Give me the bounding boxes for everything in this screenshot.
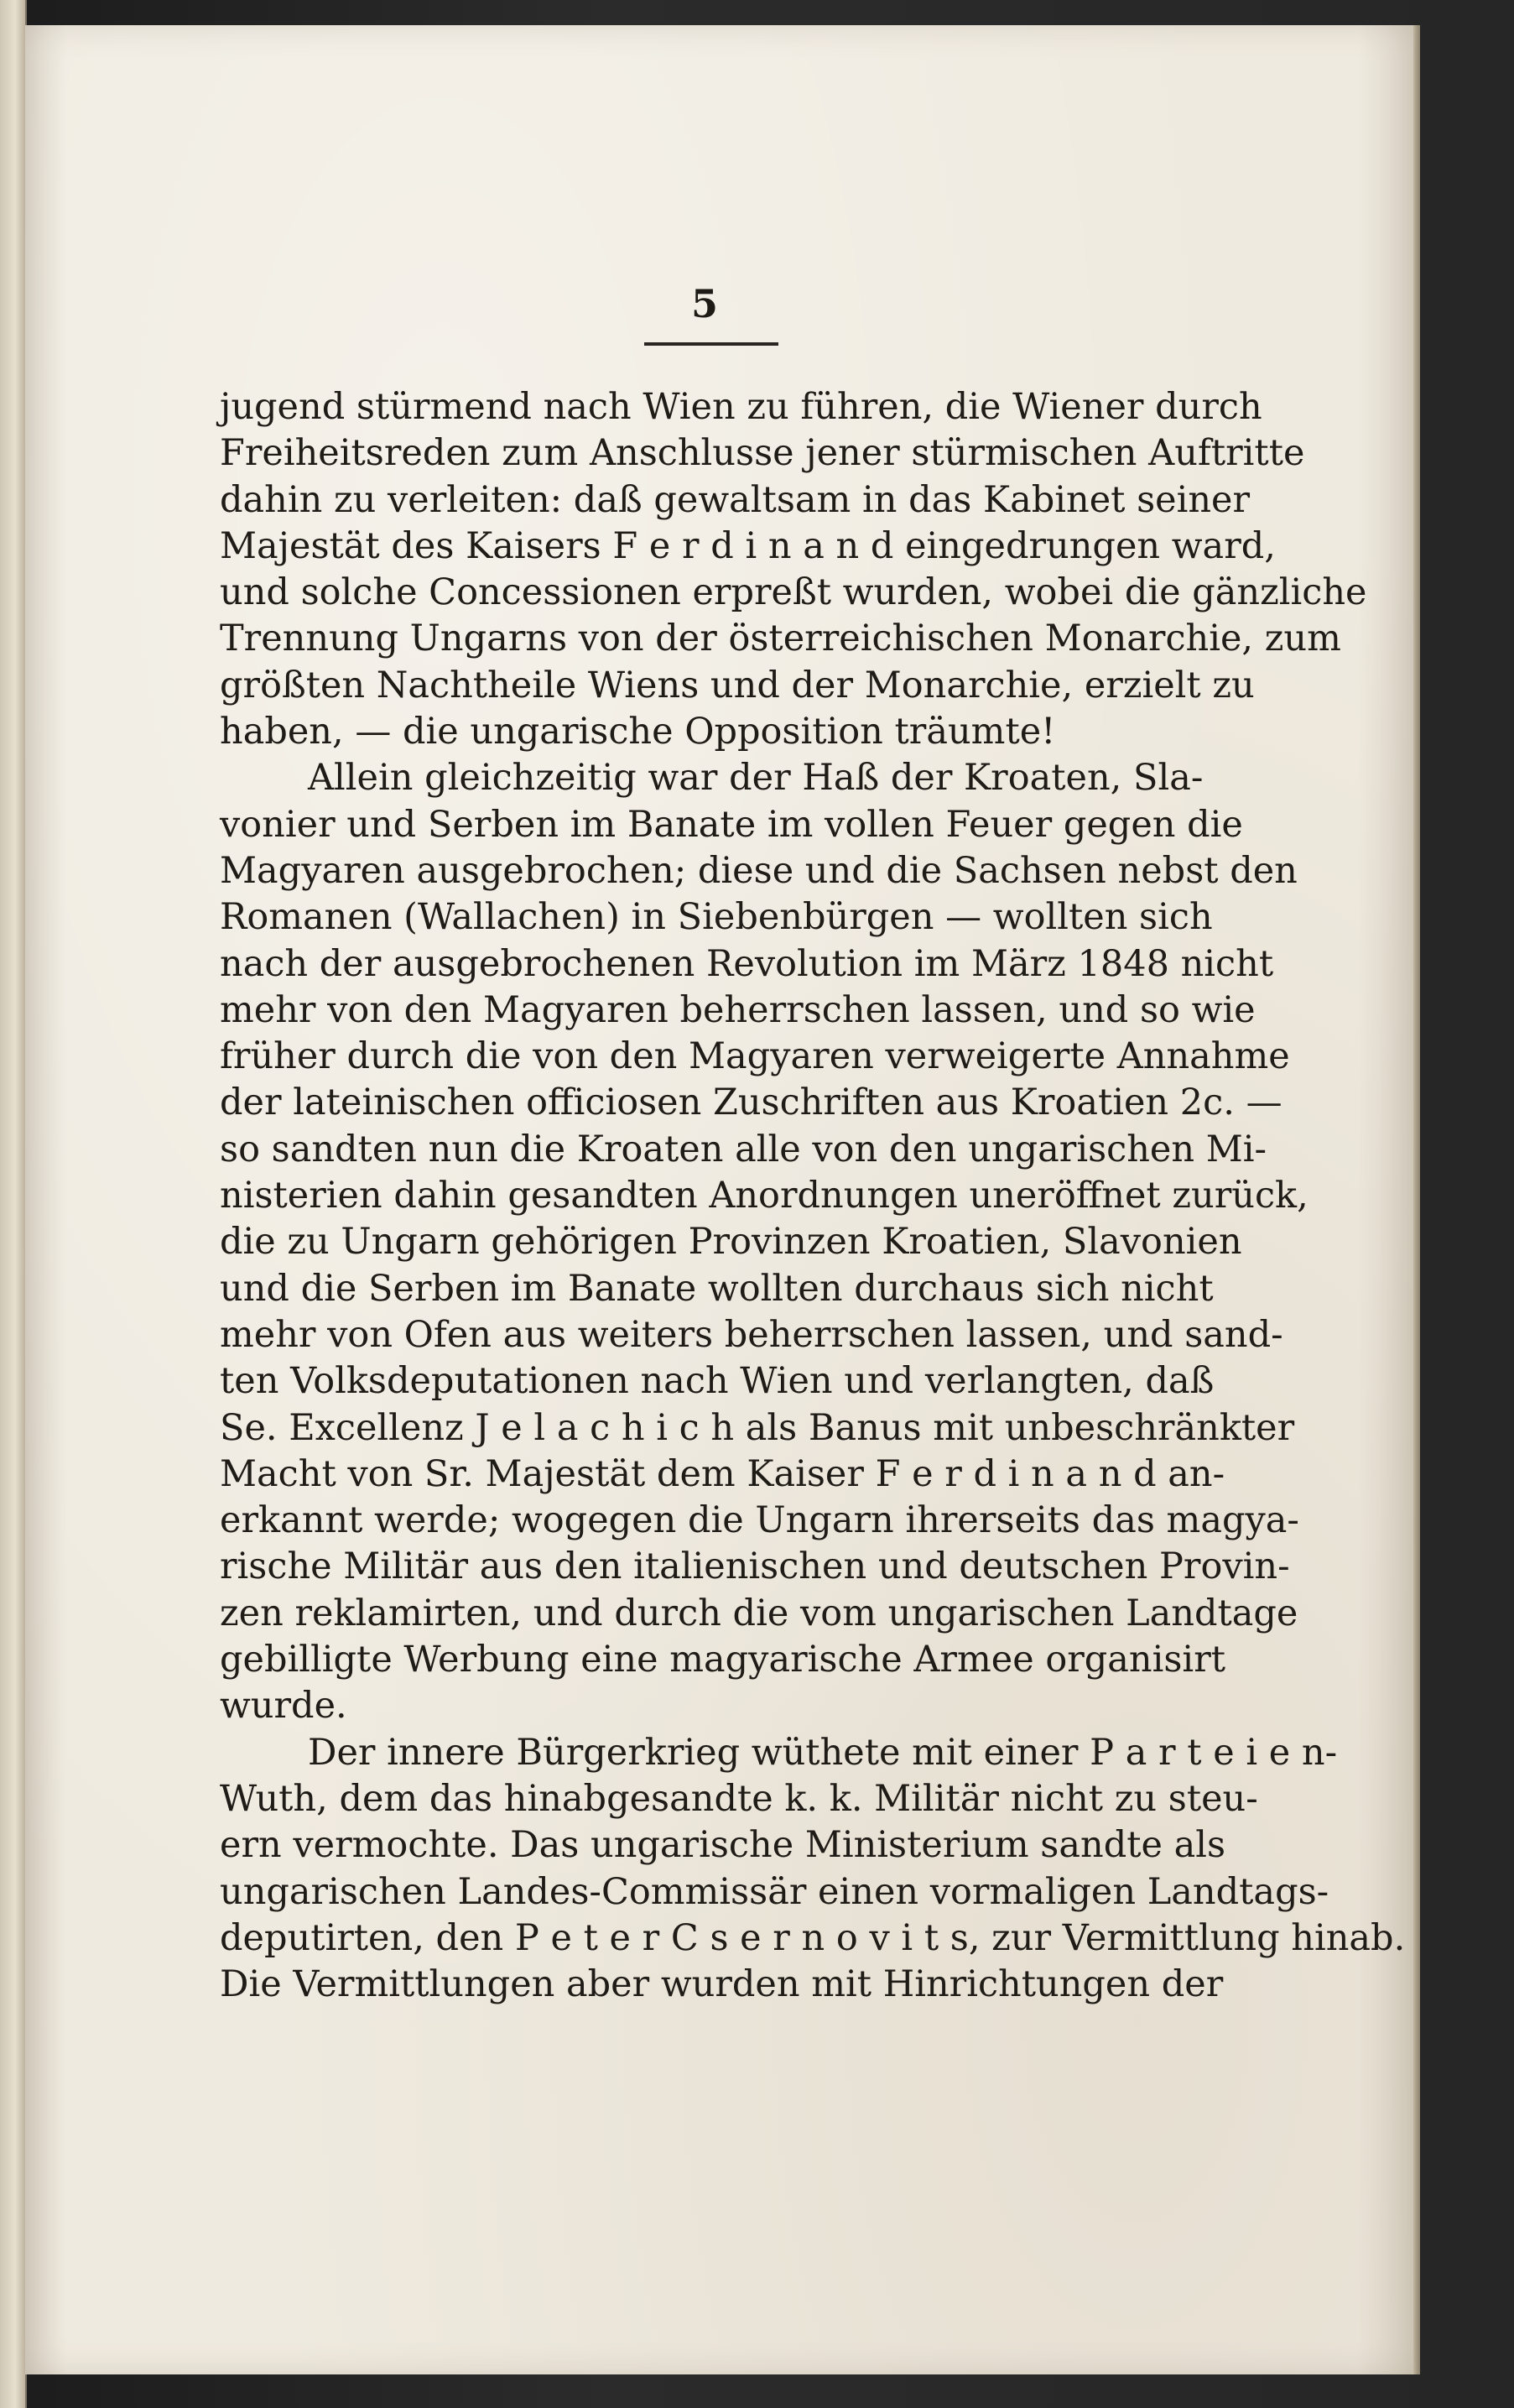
body-text: [220, 384, 1406, 2008]
text-line: wurde.: [220, 1685, 347, 1728]
text-line: Trennung Ungarns von der österreichischen Monarchie, zum: [220, 618, 1341, 660]
text-line: Der innere Bürgerkrieg wüthete mit einer P a r t e i e n-: [308, 1731, 1338, 1774]
text-line: zen reklamirten, und durch die vom ungarischen Landtage: [220, 1592, 1298, 1634]
text-line: gebilligte Werbung eine magyarische Armee organisirt: [220, 1639, 1226, 1681]
text-line: mehr von den Magyaren beherrschen lassen, und so wie: [220, 988, 1256, 1031]
text-line: und die Serben im Banate wollten durchaus sich nicht: [220, 1267, 1214, 1310]
text-line: früher durch die von den Magyaren verweigerte Annahme: [220, 1035, 1290, 1078]
page-number: 5: [690, 281, 718, 326]
text-line: Macht von Sr. Majestät dem Kaiser F e r d i n a n d an-: [220, 1452, 1225, 1495]
page-number-rule: [644, 342, 778, 346]
text-line: Magyaren ausgebrochen; diese und die Sachsen nebst den: [220, 849, 1298, 892]
text-line: Romanen (Wallachen) in Siebenbürgen — wollten sich: [220, 896, 1213, 939]
text-line: Allein gleichzeitig war der Haß der Kroaten, Sla-: [308, 757, 1204, 800]
facing-page-edge: [0, 0, 27, 2408]
text-line: ungarischen Landes-Commissär einen vormaligen Landtags-: [220, 1870, 1329, 1913]
text-line: die zu Ungarn gehörigen Provinzen Kroatien, Slavonien: [220, 1221, 1242, 1264]
text-line: Se. Excellenz J e l a c h i c h als Banus mit unbeschränkter: [220, 1406, 1295, 1449]
text-line: der lateinischen officiosen Zuschriften aus Kroatien 2c. —: [220, 1082, 1282, 1124]
text-line: Wuth, dem das hinabgesandte k. k. Militär nicht zu steu-: [220, 1777, 1258, 1820]
text-line: mehr von Ofen aus weiters beherrschen lassen, und sand-: [220, 1313, 1283, 1356]
text-line: und solche Concessionen erpreßt wurden, wobei die gänzliche: [220, 571, 1367, 614]
text-line: nach der ausgebrochenen Revolution im März 1848 nicht: [220, 942, 1274, 985]
text-line: so sandten nun die Kroaten alle von den ungarischen Mi-: [220, 1128, 1267, 1170]
text-line: ten Volksdeputationen nach Wien und verlangten, daß: [220, 1360, 1215, 1403]
text-line: Freiheitsreden zum Anschlusse jener stürmischen Auftritte: [220, 432, 1305, 475]
text-line: größten Nachtheile Wiens und der Monarchie, erzielt zu: [220, 664, 1255, 706]
text-line: deputirten, den P e t e r C s e r n o v i t s, zur Vermittlung hinab.: [220, 1916, 1406, 1959]
text-line: Majestät des Kaisers F e r d i n a n d eingedrungen ward,: [220, 524, 1276, 567]
text-line: haben, — die ungarische Opposition träumte!: [220, 711, 1056, 753]
text-line: nisterien dahin gesandten Anordnungen uneröffnet zurück,: [220, 1175, 1308, 1217]
page-right-edge: [1413, 25, 1420, 2374]
text-line: Die Vermittlungen aber wurden mit Hinrichtungen der: [220, 1963, 1224, 2006]
text-line: dahin zu verleiten: daß gewaltsam in das Kabinet seiner: [220, 478, 1251, 521]
text-line: rische Militär aus den italienischen und deutschen Provin-: [220, 1545, 1290, 1588]
text-line: erkannt werde; wogegen die Ungarn ihrerseits das magya-: [220, 1499, 1299, 1542]
text-line: jugend stürmend nach Wien zu führen, die Wiener durch: [220, 386, 1262, 428]
text-line: vonier und Serben im Banate im vollen Feuer gegen die: [220, 803, 1243, 846]
text-line: ern vermochte. Das ungarische Ministerium sandte als: [220, 1824, 1226, 1867]
